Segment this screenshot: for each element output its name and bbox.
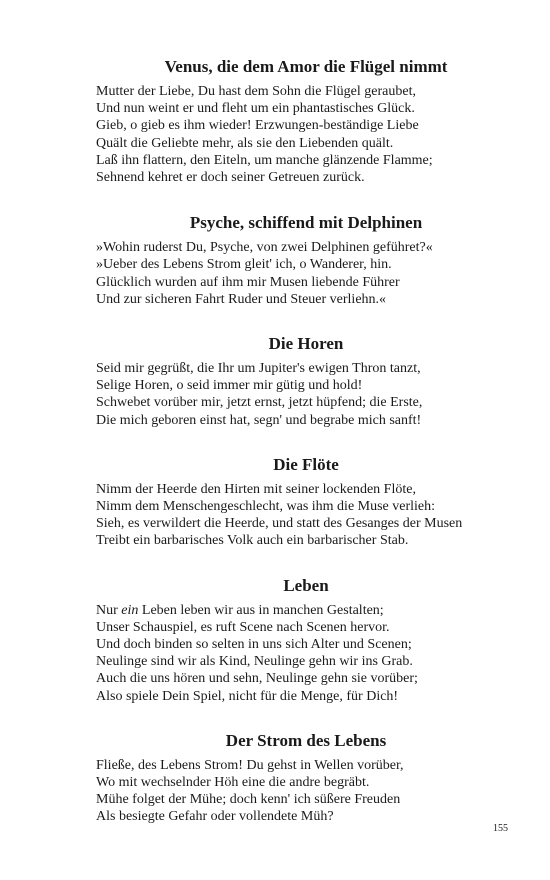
- page-body: [96, 56, 516, 826]
- emphasized-word: ein: [121, 602, 139, 618]
- poem-line: Laß ihn flattern, den Eiteln, um manche glänzende Flamme;: [96, 152, 433, 168]
- poem-line: Als besiegte Gefahr oder vollendete Müh?: [96, 809, 334, 825]
- poem-line: »Ueber des Lebens Strom gleit' ich, o Wanderer, hin.: [96, 257, 392, 273]
- poem-line: Neulinge sind wir als Kind, Neulinge gehn wir ins Grab.: [96, 654, 413, 670]
- poem-line: Und doch binden so selten in uns sich Alter und Scenen;: [96, 637, 412, 653]
- poem-line: Fließe, des Lebens Strom! Du gehst in Wellen vorüber,: [96, 757, 404, 773]
- poem-line: Unser Schauspiel, es ruft Scene nach Scenen hervor.: [96, 619, 390, 635]
- poem-line: Auch die uns hören und sehn, Neulinge gehn sie vorüber;: [96, 671, 418, 687]
- poem-line: Glücklich wurden auf ihm mir Musen liebende Führer: [96, 274, 400, 290]
- poem-line: Und nun weint er und fleht um ein phantastisches Glück.: [96, 101, 415, 117]
- poem-line: Nimm der Heerde den Hirten mit seiner lockenden Flöte,: [96, 481, 416, 497]
- poem-line: Wo mit wechselnder Höh eine die andre begräbt.: [96, 775, 370, 791]
- poem-title: Leben: [283, 575, 329, 595]
- poem-line: Die mich geboren einst hat, segn' und begrabe mich sanft!: [96, 412, 422, 428]
- poem-lines: [96, 602, 516, 705]
- poem-venus: [96, 56, 516, 186]
- poem-line: Sehnend kehret er doch seiner Getreuen zurück.: [96, 170, 365, 186]
- poem-leben: [96, 575, 516, 705]
- poem-line: Gieb, o gieb es ihm wieder! Erzwungen-beständige Liebe: [96, 118, 419, 134]
- poem-floete: [96, 454, 516, 550]
- poem-strom: [96, 730, 516, 826]
- poem-lines: [96, 757, 516, 826]
- poem-line: Seid mir gegrüßt, die Ihr um Jupiter's ewigen Thron tanzt,: [96, 361, 421, 377]
- poem-lines: [96, 239, 516, 308]
- poem-horen: [96, 333, 516, 429]
- poem-title: Der Strom des Lebens: [225, 730, 387, 750]
- page-number: 155: [493, 823, 508, 834]
- poem-lines: [96, 83, 516, 186]
- poem-psyche: [96, 212, 516, 308]
- poem-line: Schwebet vorüber mir, jetzt ernst, jetzt hüpfend; die Erste,: [96, 395, 423, 411]
- poem-lines: [96, 481, 516, 550]
- poem-line: [96, 602, 516, 619]
- poem-title: Psyche, schiffend mit Delphinen: [189, 213, 423, 233]
- poem-title: Venus, die dem Amor die Flügel nimmt: [164, 57, 448, 76]
- poem-line: Sieh, es verwildert die Heerde, und statt des Gesanges der Musen: [96, 516, 463, 532]
- poem-line: Und zur sicheren Fahrt Ruder und Steuer verliehn.«: [96, 291, 387, 307]
- poem-title: Die Flöte: [273, 454, 339, 474]
- line-text: Leben leben wir aus in manchen Gestalten;: [138, 602, 384, 618]
- poem-line: Nimm dem Menschengeschlecht, was ihm die Muse verlieh:: [96, 499, 436, 515]
- line-text: Nur: [96, 602, 122, 618]
- poem-title: Die Horen: [268, 334, 344, 354]
- poem-line: Mühe folget der Mühe; doch kenn' ich süßere Freuden: [96, 792, 401, 808]
- poem-line: Also spiele Dein Spiel, nicht für die Menge, für Dich!: [96, 688, 399, 704]
- poem-line: Mutter der Liebe, Du hast dem Sohn die Flügel geraubet,: [96, 84, 416, 99]
- poem-line: Quält die Geliebte mehr, als sie den Liebenden quält.: [96, 135, 394, 151]
- poem-lines: [96, 360, 516, 429]
- poem-line: Treibt ein barbarisches Volk auch ein barbarischer Stab.: [96, 533, 409, 549]
- poem-line: »Wohin ruderst Du, Psyche, von zwei Delphinen geführet?«: [96, 240, 433, 256]
- poem-line: Selige Horen, o seid immer mir gütig und hold!: [96, 378, 363, 394]
